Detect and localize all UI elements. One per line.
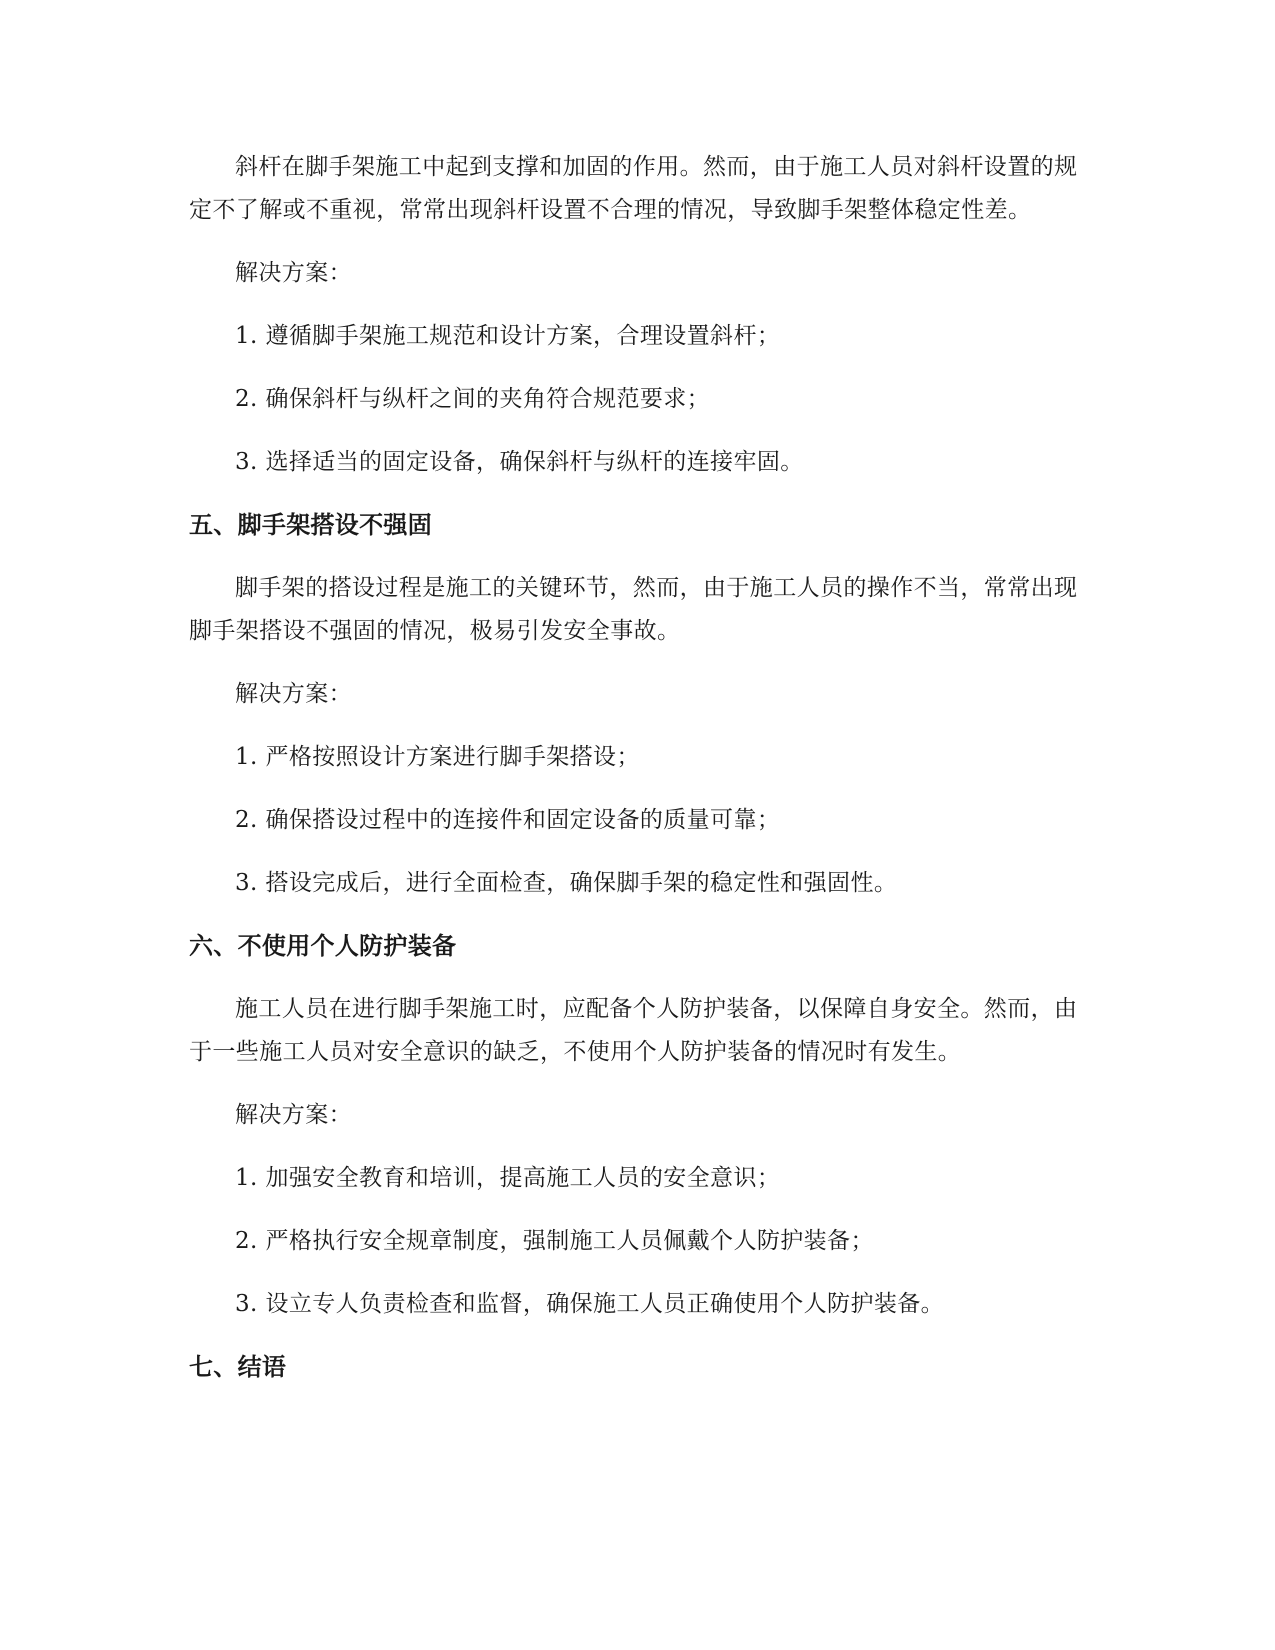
section-no-protective-equipment [189, 925, 1089, 1326]
solution-item: 1. 遵循脚手架施工规范和设计方案，合理设置斜杆； [235, 323, 781, 349]
document-body [189, 146, 1089, 1409]
section-conclusion [189, 1346, 1089, 1389]
body-paragraph: 脚手架的搭设过程是施工的关键环节，然而，由于施工人员的操作不当，常常出现脚手架搭设不强固的情况，极易引发安全事故。 [189, 575, 1078, 644]
body-paragraph: 施工人员在进行脚手架施工时，应配备个人防护装备，以保障自身安全。然而，由于一些施工人员对安全意识的缺乏，不使用个人防护装备的情况时有发生。 [189, 996, 1078, 1065]
solution-item: 1. 加强安全教育和培训，提高施工人员的安全意识； [235, 1165, 781, 1191]
solution-label: 解决方案： [235, 1102, 352, 1128]
section-diagonal-bracing [189, 146, 1089, 484]
solution-item: 2. 确保搭设过程中的连接件和固定设备的质量可靠； [235, 807, 781, 833]
solution-item: 3. 选择适当的固定设备，确保斜杆与纵杆的连接牢固。 [235, 449, 804, 475]
section-heading: 五、脚手架搭设不强固 [189, 511, 432, 539]
solution-label: 解决方案： [235, 681, 352, 707]
solution-item: 3. 设立专人负责检查和监督，确保施工人员正确使用个人防护装备。 [235, 1291, 945, 1317]
section-heading: 六、不使用个人防护装备 [189, 932, 457, 960]
body-paragraph: 斜杆在脚手架施工中起到支撑和加固的作用。然而，由于施工人员对斜杆设置的规定不了解或不重视，常常出现斜杆设置不合理的情况，导致脚手架整体稳定性差。 [189, 154, 1078, 223]
solution-item: 2. 严格执行安全规章制度，强制施工人员佩戴个人防护装备； [235, 1228, 874, 1254]
solution-label: 解决方案： [235, 260, 352, 286]
solution-item: 2. 确保斜杆与纵杆之间的夹角符合规范要求； [235, 386, 711, 412]
solution-item: 1. 严格按照设计方案进行脚手架搭设； [235, 744, 640, 770]
section-scaffold-not-sturdy [189, 504, 1089, 905]
section-heading: 七、结语 [189, 1353, 287, 1381]
solution-item: 3. 搭设完成后，进行全面检查，确保脚手架的稳定性和强固性。 [235, 870, 898, 896]
